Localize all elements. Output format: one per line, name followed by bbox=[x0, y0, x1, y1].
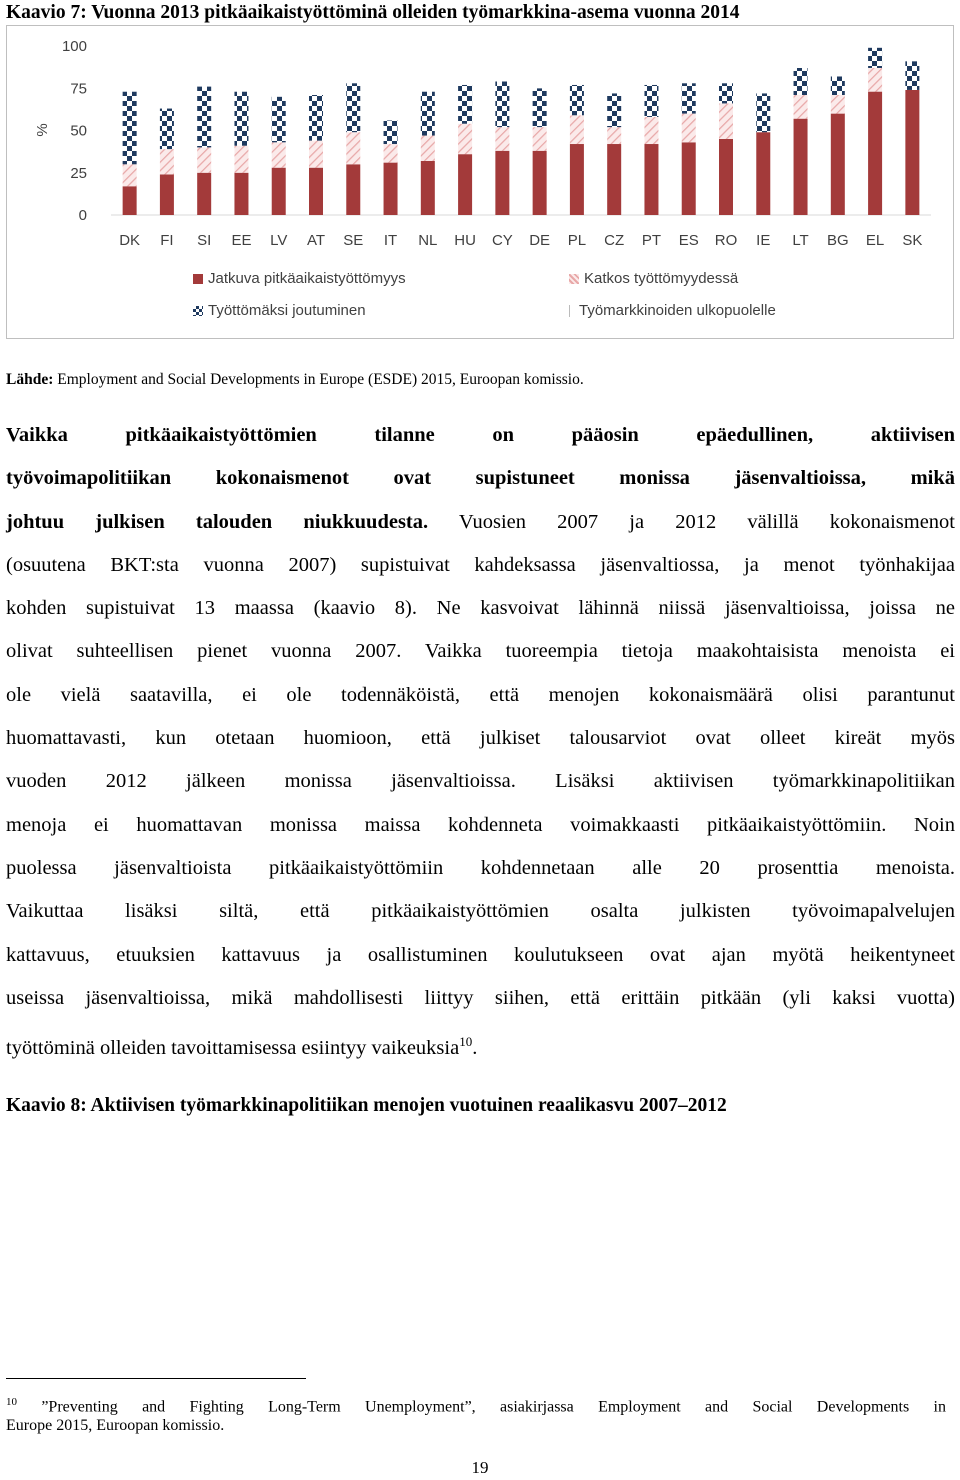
bar-segment-bg-checker bbox=[831, 76, 845, 95]
x-tick-label: IT bbox=[383, 232, 398, 249]
bar-segment-es-blank bbox=[682, 46, 696, 83]
figure-8-title: Kaavio 8: Aktiivisen työmarkkinapolitiikan menojen vuotuinen reaalikasvu 2007–2012 bbox=[6, 1095, 727, 1116]
y-axis-label: % bbox=[34, 123, 51, 137]
bar-segment-si-blank bbox=[197, 46, 211, 87]
x-tick-label: BG bbox=[826, 232, 849, 249]
bar-segment-ie-solid bbox=[756, 132, 770, 215]
normal-text: työttöminä olleiden tavoittamisessa esiintyy vaikeuksia bbox=[6, 1036, 460, 1059]
legend-swatch-checker bbox=[193, 306, 203, 316]
bold-text: työvoimapolitiikan kokonaismenot ovat supistuneet monissa jäsenvaltioissa, mikä bbox=[6, 467, 955, 490]
figure-7-title: Kaavio 7: Vuonna 2013 pitkäaikaistyöttöminä olleiden työmarkkina-asema vuonna 2014 bbox=[6, 2, 740, 23]
normal-text: vuoden 2012 jälkeen monissa jäsenvaltioissa. Lisäksi aktiivisen työmarkkinapolitiikan bbox=[6, 770, 955, 793]
bar-segment-ie-checker bbox=[756, 93, 770, 132]
bar-segment-dk-blank bbox=[123, 46, 137, 92]
bar-segment-it-blank bbox=[384, 46, 398, 120]
bar-segment-el-checker bbox=[868, 48, 882, 68]
bar-segment-pt-blank bbox=[644, 46, 658, 85]
legend-swatch-blank bbox=[569, 305, 574, 317]
bar-segment-el-solid bbox=[868, 92, 882, 215]
bar-segment-hu-hatch bbox=[458, 124, 472, 154]
bar-segment-sk-blank bbox=[905, 46, 919, 61]
paragraph-line bbox=[6, 934, 955, 977]
bar-segment-ro-solid bbox=[719, 139, 733, 215]
bar-segment-nl-solid bbox=[421, 161, 435, 215]
bar-segment-at-checker bbox=[309, 95, 323, 141]
paragraph-line bbox=[6, 544, 955, 587]
x-tick-label: NL bbox=[418, 232, 438, 249]
paragraph-line bbox=[6, 717, 955, 760]
bar-segment-fi-solid bbox=[160, 174, 174, 215]
paragraph-line bbox=[6, 1020, 955, 1063]
bar-segment-at-solid bbox=[309, 168, 323, 215]
bar-segment-nl-hatch bbox=[421, 136, 435, 161]
bar-segment-pt-solid bbox=[644, 144, 658, 215]
bar-segment-dk-solid bbox=[123, 186, 137, 215]
bar-segment-sk-checker bbox=[905, 61, 919, 90]
x-tick-label: LV bbox=[270, 232, 288, 249]
paragraph-line bbox=[6, 414, 955, 457]
bar-segment-lv-hatch bbox=[272, 142, 286, 167]
normal-text: Vuosien 2007 ja 2012 välillä kokonaismenot bbox=[428, 510, 955, 533]
bar-segment-at-blank bbox=[309, 46, 323, 95]
bar-segment-nl-blank bbox=[421, 46, 435, 92]
chart-frame bbox=[6, 25, 954, 339]
bar-segment-se-checker bbox=[346, 83, 360, 132]
x-tick-label: DK bbox=[119, 232, 141, 249]
normal-text: kohden supistuivat 13 maassa (kaavio 8). Ne kasvoivat lähinnä niissä jäsenvaltioissa, joissa ne bbox=[6, 597, 955, 620]
bar-segment-fi-blank bbox=[160, 46, 174, 109]
paragraph-line bbox=[6, 457, 955, 500]
normal-text: Vaikuttaa lisäksi siltä, että pitkäaikaistyöttömien osalta julkisten työvoimapalvelujen bbox=[6, 900, 955, 923]
bar-segment-cy-solid bbox=[495, 151, 509, 215]
x-tick-label: LT bbox=[792, 232, 809, 249]
x-tick-label: SE bbox=[343, 232, 364, 249]
bold-text: Vaikka pitkäaikaistyöttömien tilanne on pääosin epäedullinen, aktiivisen bbox=[6, 424, 955, 446]
paragraph-line bbox=[6, 847, 955, 890]
bar-segment-dk-hatch bbox=[123, 164, 137, 186]
y-tick-label: 100 bbox=[61, 38, 87, 55]
bar-segment-lv-checker bbox=[272, 97, 286, 143]
normal-text: useissa jäsenvaltioissa, mikä mahdollisesti liittyy siihen, että erittäin pitkään (yli kaksi vuotta) bbox=[6, 986, 955, 1009]
sentence-end: . bbox=[472, 1036, 478, 1059]
bar-segment-cz-solid bbox=[607, 144, 621, 215]
x-tick-label: EL bbox=[865, 232, 885, 249]
bar-segment-es-hatch bbox=[682, 114, 696, 143]
bar-segment-cz-blank bbox=[607, 46, 621, 93]
bar-segment-el-hatch bbox=[868, 68, 882, 92]
bar-segment-cz-checker bbox=[607, 93, 621, 127]
y-tick-label: 25 bbox=[70, 164, 87, 182]
bar-segment-sk-solid bbox=[905, 90, 919, 215]
legend-label: Työmarkkinoiden ulkopuolelle bbox=[579, 302, 776, 319]
bar-segment-cy-blank bbox=[495, 46, 509, 81]
bar-segment-ie-blank bbox=[756, 46, 770, 93]
legend-label: Jatkuva pitkäaikaistyöttömyys bbox=[208, 270, 406, 287]
bar-segment-se-blank bbox=[346, 46, 360, 83]
bar-segment-hu-checker bbox=[458, 85, 472, 124]
page-number: 19 bbox=[471, 1458, 489, 1477]
bar-segment-se-solid bbox=[346, 164, 360, 215]
paragraph-line bbox=[6, 804, 955, 847]
bar-segment-de-checker bbox=[533, 88, 547, 127]
normal-text: ole vielä saatavilla, ei ole todennäköistä, että menojen kokonaismäärä olisi parantunut bbox=[6, 683, 955, 706]
legend-item-jatkuva bbox=[193, 270, 406, 287]
x-tick-label: IE bbox=[756, 232, 771, 249]
paragraph-line bbox=[6, 587, 955, 630]
normal-text: kattavuus, etuuksien kattavuus ja osallistuminen koulutukseen ovat ajan myötä heikentyneet bbox=[6, 943, 955, 966]
normal-text: menoja ei huomattavan monissa maissa kohdenneta voimakkaasti pitkäaikaistyöttömiin. Noin bbox=[6, 813, 955, 836]
bar-segment-ee-solid bbox=[234, 173, 248, 215]
bar-segment-fi-checker bbox=[160, 109, 174, 150]
x-tick-label: AT bbox=[306, 232, 326, 249]
legend-label: Katkos työttömyydessä bbox=[584, 270, 739, 287]
footnote-number: 10 bbox=[6, 1396, 17, 1408]
footnote-text: ”Preventing and Fighting Long-Term Unemployment”, asiakirjassa Employment and Social Developments in bbox=[41, 1398, 946, 1416]
bar-segment-ee-hatch bbox=[234, 146, 248, 173]
y-tick-label: 0 bbox=[78, 207, 87, 224]
bar-segment-lt-solid bbox=[794, 119, 808, 215]
bar-segment-nl-checker bbox=[421, 92, 435, 136]
legend-swatch-solid bbox=[193, 274, 203, 284]
bar-segment-es-solid bbox=[682, 142, 696, 215]
footnote-reference: 10 bbox=[459, 1034, 473, 1050]
bar-segment-se-hatch bbox=[346, 132, 360, 164]
x-tick-label: CY bbox=[491, 232, 513, 249]
bar-segment-si-solid bbox=[197, 173, 211, 215]
legend-swatch-hatch bbox=[569, 274, 579, 284]
bar-segment-si-hatch bbox=[197, 147, 211, 172]
bold-text: johtuu julkisen talouden niukkuudesta. bbox=[6, 510, 429, 533]
paragraph-line bbox=[6, 760, 955, 803]
bar-segment-de-solid bbox=[533, 151, 547, 215]
footnote bbox=[6, 1390, 946, 1438]
bar-segment-bg-blank bbox=[831, 46, 845, 76]
bar-segment-dk-checker bbox=[123, 92, 137, 165]
bar-segment-el-blank bbox=[868, 46, 882, 48]
x-tick-label: SI bbox=[197, 232, 212, 249]
legend-item-ulkopuolelle bbox=[569, 302, 776, 319]
bar-segment-ro-checker bbox=[719, 83, 733, 103]
legend-item-katkos bbox=[569, 270, 738, 287]
normal-text: huomattavasti, kun otetaan huomioon, että julkiset talousarviot ovat olleet kireät myös bbox=[6, 727, 955, 750]
x-tick-label: FI bbox=[160, 232, 174, 249]
x-tick-label: EE bbox=[231, 232, 252, 249]
bar-segment-fi-hatch bbox=[160, 149, 174, 174]
footnote-line: Europe 2015, Euroopan komissio. bbox=[6, 1417, 225, 1434]
paragraph-line bbox=[6, 977, 955, 1020]
x-tick-label: SK bbox=[902, 232, 923, 249]
x-tick-label: CZ bbox=[604, 232, 625, 249]
bar-segment-it-solid bbox=[384, 163, 398, 215]
bar-segment-es-checker bbox=[682, 83, 696, 113]
bar-segment-ro-hatch bbox=[719, 103, 733, 138]
y-tick-label: 50 bbox=[70, 122, 87, 140]
bar-segment-lv-solid bbox=[272, 168, 286, 215]
normal-text: olivat suhteellisen pienet vuonna 2007. Vaikka tuoreempia tietoja maakohtaisista menoista ei bbox=[6, 640, 955, 663]
bar-segment-bg-hatch bbox=[831, 95, 845, 114]
bar-segment-pl-hatch bbox=[570, 115, 584, 144]
bar-segment-pt-hatch bbox=[644, 117, 658, 144]
bar-segment-hu-solid bbox=[458, 154, 472, 215]
bar-segment-hu-blank bbox=[458, 46, 472, 85]
source-text: Employment and Social Developments in Europe (ESDE) 2015, Euroopan komissio. bbox=[57, 371, 584, 388]
bar-segment-lt-hatch bbox=[794, 95, 808, 119]
x-tick-label: ES bbox=[678, 232, 699, 249]
bar-segment-it-checker bbox=[384, 120, 398, 144]
bar-segment-lt-checker bbox=[794, 68, 808, 95]
legend-item-tyottomaksi bbox=[193, 302, 366, 319]
bar-segment-cy-checker bbox=[495, 81, 509, 127]
figure-7-source bbox=[6, 371, 584, 389]
footnote-line bbox=[6, 1390, 946, 1414]
bar-segment-bg-solid bbox=[831, 114, 845, 215]
paragraph-line bbox=[6, 630, 955, 673]
paragraph-line bbox=[6, 501, 955, 544]
source-label: Lähde: bbox=[6, 371, 54, 388]
bar-segment-ee-blank bbox=[234, 46, 248, 92]
legend-label: Työttömäksi joutuminen bbox=[208, 302, 366, 319]
paragraph-line bbox=[6, 674, 955, 717]
stacked-bar-chart bbox=[7, 26, 953, 338]
bar-segment-cy-hatch bbox=[495, 127, 509, 151]
bar-segment-si-checker bbox=[197, 87, 211, 148]
bar-segment-lv-blank bbox=[272, 46, 286, 97]
y-tick-label: 75 bbox=[70, 80, 87, 98]
bar-segment-ee-checker bbox=[234, 92, 248, 146]
x-tick-label: DE bbox=[529, 232, 551, 249]
x-tick-label: HU bbox=[454, 232, 476, 249]
bar-segment-pl-blank bbox=[570, 46, 584, 85]
paragraph-line bbox=[6, 890, 955, 933]
x-tick-label: PT bbox=[641, 232, 662, 249]
bar-segment-ro-blank bbox=[719, 46, 733, 83]
bar-segment-lt-blank bbox=[794, 46, 808, 68]
bar-segment-pl-checker bbox=[570, 85, 584, 115]
normal-text: (osuutena BKT:sta vuonna 2007) supistuivat kahdeksassa jäsenvaltiossa, ja menot työnhakijaa bbox=[6, 553, 955, 576]
bar-segment-at-hatch bbox=[309, 141, 323, 168]
x-tick-label: RO bbox=[714, 232, 738, 249]
bar-segment-pt-checker bbox=[644, 85, 658, 117]
bar-segment-cz-hatch bbox=[607, 127, 621, 144]
body-paragraph bbox=[6, 414, 955, 1063]
bar-segment-pl-solid bbox=[570, 144, 584, 215]
footnote-separator bbox=[6, 1378, 306, 1379]
x-tick-label: PL bbox=[567, 232, 587, 249]
normal-text: puolessa jäsenvaltioista pitkäaikaistyöttömiin kohdennetaan alle 20 prosenttia menoista. bbox=[6, 856, 955, 879]
bar-segment-de-hatch bbox=[533, 127, 547, 151]
bar-segment-de-blank bbox=[533, 46, 547, 88]
bar-segment-it-hatch bbox=[384, 144, 398, 163]
